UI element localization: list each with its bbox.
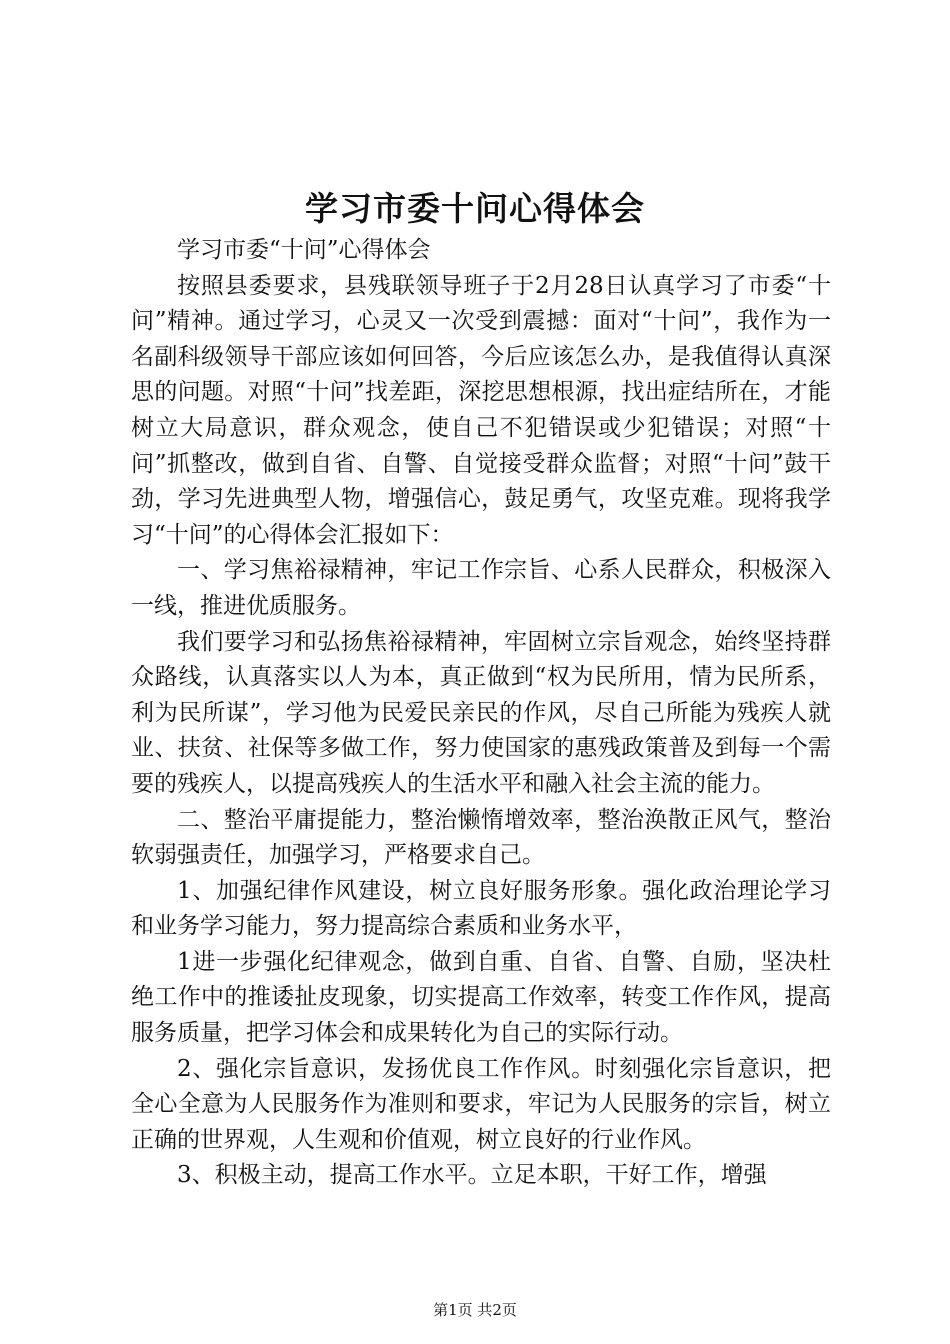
paragraph-intro: 按照县委要求，县残联领导班子于2月28日认真学习了市委“十问”精神。通过学习，心灵又一次受到震撼：面对“十问”，我作为一名副科级领导干部应该如何回答，今后应该怎么办，是我值得认真深思的问题。对照“十问”找差距，深挖思想根源，找出症结所在，才能树立大局意识，群众观念，使自己不犯错误或少犯错误；对照“十问”抓整改，做到自省、自警、自觉接受群众监督；对照“十问”鼓干劲，学习先进典型人物，增强信心，鼓足勇气，攻坚克难。现将我学习“十问”的心得体会汇报如下： bbox=[131, 272, 831, 548]
paragraph-heading-one: 一、学习焦裕禄精神，牢记工作宗旨、心系人民群众，积极深入一线，推进优质服务。 bbox=[131, 557, 831, 619]
paragraph-jiao-yulu: 我们要学习和弘扬焦裕禄精神，牢固树立宗旨观念，始终坚持群众路线，认真落实以人为本，真正做到“权为民所用，情为民所系，利为民所谋”，学习他为民爱民亲民的作风，尽自己所能为残疾人就业、扶贫、社保等多做工作，努力使国家的惠残政策普及到每一个需要的残疾人，以提高残疾人的生活水平和融入社会主流的能力。 bbox=[131, 628, 831, 797]
paragraph-item-3: 3、积极主动，提高工作水平。立足本职，干好工作，增强 bbox=[177, 1162, 767, 1189]
document-title: 学习市委十问心得体会 bbox=[305, 189, 645, 228]
paragraph-item-2: 2、强化宗旨意识，发扬优良工作作风。时刻强化宗旨意识，把全心全意为人民服务作为准则和要求，牢记为人民服务的宗旨，树立正确的世界观，人生观和价值观，树立良好的行业作风。 bbox=[131, 1055, 831, 1153]
paragraph-item-1: 1、加强纪律作风建设，树立良好服务形象。强化政治理论学习和业务学习能力，努力提高综合素质和业务水平， bbox=[131, 877, 831, 940]
page-footer: 第1页 共2页 bbox=[433, 1301, 517, 1319]
paragraph-subtitle: 学习市委“十问”心得体会 bbox=[177, 237, 431, 263]
document-body bbox=[131, 233, 831, 1194]
paragraph-item-1-detail: 1进一步强化纪律观念，做到自重、自省、自警、自励，坚决杜绝工作中的推诿扯皮现象，切实提高工作效率，转变工作作风，提高服务质量，把学习体会和成果转化为自己的实际行动。 bbox=[131, 948, 831, 1047]
paragraph-heading-two: 二、整治平庸提能力，整治懒惰增效率，整治涣散正风气，整治软弱强责任，加强学习，严格要求自己。 bbox=[131, 806, 831, 869]
